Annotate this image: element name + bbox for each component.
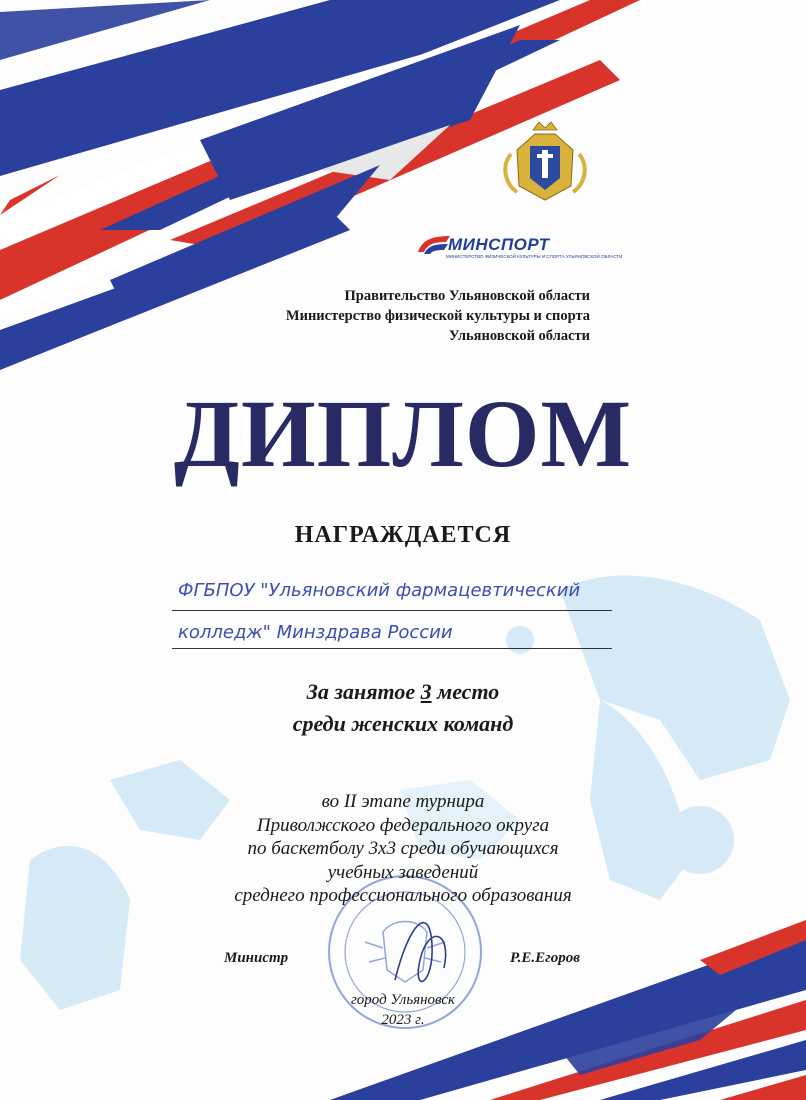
minsport-logo-subtitle: МИНИСТЕРСТВО ФИЗИЧЕСКОЙ КУЛЬТУРЫ И СПОРТА УЛЬЯНОВСКОЙ ОБЛАСТИ bbox=[446, 254, 623, 259]
minsport-logo-text: МИНСПОРТ bbox=[448, 235, 550, 254]
issuer-line-2: Министерство физической культуры и спорта bbox=[285, 308, 590, 324]
signatory-role: Министр bbox=[224, 950, 289, 966]
event-description bbox=[0, 790, 806, 908]
awarded-heading: НАГРАЖДАЕТСЯ bbox=[294, 522, 512, 548]
signatory-name: Р.Е.Егоров bbox=[510, 950, 580, 966]
event-line-3: по баскетболу 3x3 среди обучающихся bbox=[247, 838, 559, 859]
place-block bbox=[0, 676, 806, 740]
issuer-line-1: Правительство Ульяновской области bbox=[344, 288, 590, 304]
ulyanovsk-coat-of-arms-icon bbox=[505, 122, 584, 200]
place-suffix: место bbox=[437, 679, 500, 704]
event-line-5: среднего профессионального образования bbox=[234, 885, 572, 906]
recipient-line-2: колледж" Минздрава России bbox=[178, 622, 453, 643]
minsport-logo bbox=[416, 232, 623, 262]
issuer-header bbox=[286, 286, 590, 346]
issuer-line-3: Ульяновской области bbox=[448, 328, 590, 344]
place-line-2: среди женских команд bbox=[292, 711, 514, 736]
place-prefix: За занятое bbox=[306, 679, 416, 704]
footer bbox=[0, 990, 806, 1030]
recipient-line-1: ФГБПОУ "Ульяновский фармацевтический bbox=[178, 580, 581, 601]
minsport-swoosh-icon bbox=[416, 234, 452, 256]
event-line-2: Приволжского федерального округа bbox=[256, 814, 550, 836]
recipient-underline-2 bbox=[172, 648, 612, 649]
event-line-4: учебных заведений bbox=[327, 861, 479, 883]
footer-city: город Ульяновск bbox=[350, 992, 456, 1008]
footer-year: 2023 г. bbox=[381, 1012, 425, 1028]
place-number: 3 bbox=[420, 679, 432, 704]
recipient-underline-1 bbox=[172, 610, 612, 611]
diploma-title: ДИПЛОМ bbox=[173, 380, 633, 487]
place-line-1 bbox=[0, 676, 806, 708]
event-line-1: во II этапе турнира bbox=[321, 791, 485, 812]
